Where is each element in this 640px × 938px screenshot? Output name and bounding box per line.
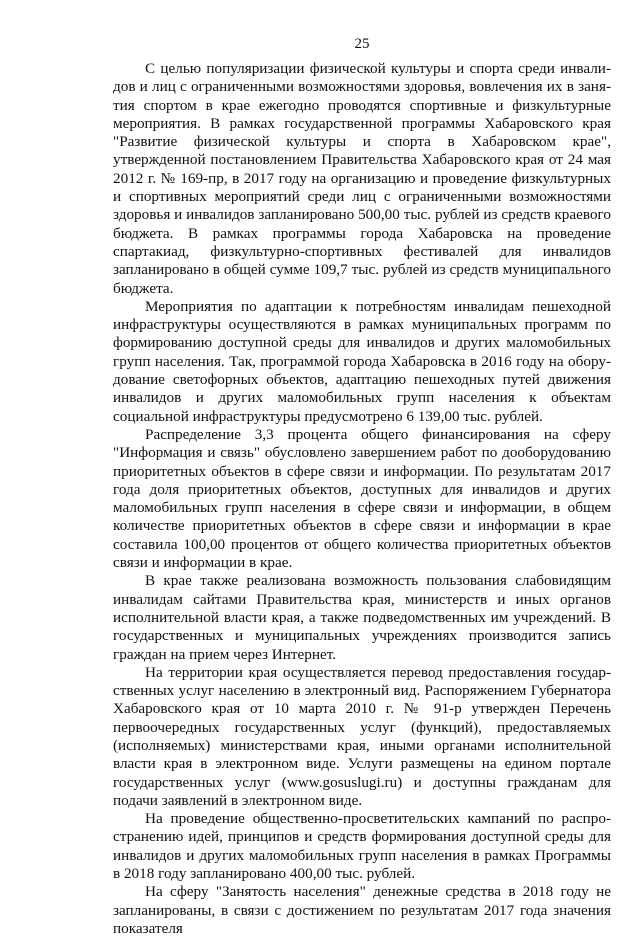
paragraph-pedestrian-infrastructure: Мероприятия по адаптации к потребностям инвалидам пешеходной инфраструктуры осуществляются в рамках муниципальных программ по формированию доступной среды для инвалидов и других маломобильных групп населения. Так, программой города Хабаровска в 2016 году на оборудование светофорных объектов, адаптацию пешеходных путей движения инвалидов и других маломобильных групп населения к объектам социальной инфраструктуры предусмотрено 6 139,00 тыс. рублей. bbox=[113, 297, 611, 425]
paragraph-educational-campaigns: На проведение общественно-просветительских кампаний по распространению идей, принципов и средств формирования доступной среды для инвалидов и других маломобильных групп населения в рамках Программы в 2018 году запланировано 400,00 тыс. рублей. bbox=[113, 810, 611, 883]
page-number: 25 bbox=[354, 36, 370, 52]
paragraph-visually-impaired-websites: В крае также реализована возможность пользования слабовидящим инвалидам сайтами Правительства края, министерств и иных органов исполнительной власти края, а также подведомственных им учреждений. В государственных и муниципальных учреждениях производится запись граждан на прием через Интернет. bbox=[113, 572, 611, 663]
body-text bbox=[113, 60, 611, 938]
paragraph-sport-events: С целью популяризации физической культуры и спорта среди инвалидов и лиц с ограниченными возможностями здоровья, вовлечения их в занятия спортом в крае ежегодно проводятся спортивные и физкультурные мероприятия. В рамках государственной программы Хабаровского края "Развитие физической культуры и спорта в Хабаровском крае", утвержденной постановлением Правительства Хабаровского края от 24 мая 2012 г. № 169-пр, в 2017 году на организацию и проведение физкультурных и спортивных мероприятий среди лиц с ограниченными возможностями здоровья и инвалидов запланировано 500,00 тыс. рублей из средств краевого бюджета. В рамках программы города Хабаровска на проведение спартакиад, физкультурно-спортивных фестивалей для инвалидов запланировано в общей сумме 109,7 тыс. рублей из средств муниципального бюджета. bbox=[113, 60, 611, 297]
paragraph-employment: На сферу "Занятость населения" денежные средства в 2018 году не запланированы, в связи с достижением по результатам 2017 года значения показателя bbox=[113, 883, 611, 937]
paragraph-information-communication: Распределение 3,3 процента общего финансирования на сферу "Информация и связь" обусловлено завершением работ по дооборудованию приоритетных объектов в сфере связи и информации. По результатам 2017 года доля приоритетных объектов, доступных для инвалидов и других маломобильных групп населения в сфере связи и информации, в общем количестве приоритетных объектов в сфере связи и информации в крае составила 100,00 процентов от общего количества приоритетных объектов связи и информации в крае. bbox=[113, 425, 611, 572]
paragraph-electronic-services: На территории края осуществляется перевод предоставления государственных услуг населению в электронный вид. Распоряжением Губернатора Хабаровского края от 10 марта 2010 г. № 91-р утвержден Перечень первоочередных государственных услуг (функций), предоставляемых (исполняемых) министерствами края, иными органами исполнительной власти края в электронном виде. Услуги размещены на едином портале государственных услуг (www.gosuslugi.ru) и доступны гражданам для подачи заявлений в электронном виде. bbox=[113, 663, 611, 809]
